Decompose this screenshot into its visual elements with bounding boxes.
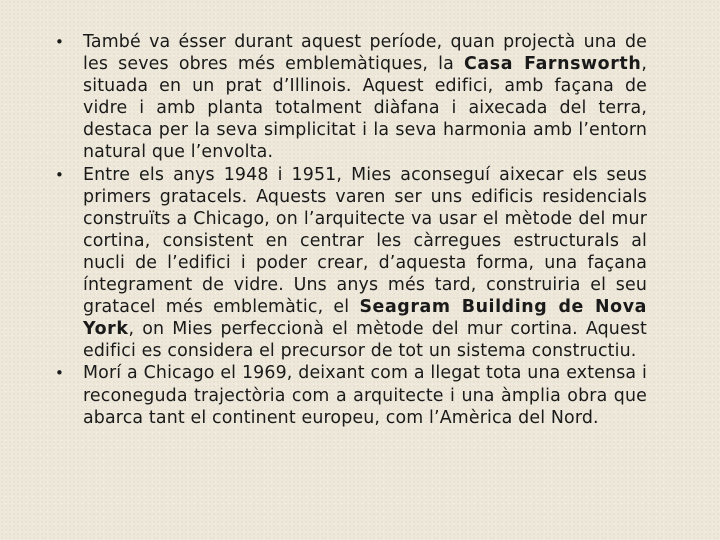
item-text: També va ésser durant aquest període, quan projectà una de les seves obres més emblemàtiques, la — [83, 32, 647, 75]
bullet-icon: • — [55, 364, 64, 383]
list-item — [55, 362, 647, 428]
bullet-icon: • — [55, 165, 64, 184]
bullet-list — [55, 31, 647, 429]
item-text: Morí a Chicago el 1969, deixant com a llegat tota una extensa i reconeguda trajectòria com a arquitecte i una àmplia obra que abarca tant el continent europeu, com l’Amèrica del Nord. — [83, 363, 647, 428]
list-item — [55, 31, 647, 164]
highlight-term: Casa Farnsworth — [464, 54, 642, 75]
item-text-cont: , on Mies perfeccionà el mètode del mur cortina. Aquest edifici es considera el precursor de tot un sistema constructiu. — [83, 319, 647, 362]
item-text: Entre els anys 1948 i 1951, Mies aconseguí aixecar els seus primers gratacels. Aquests varen ser uns edificis residencials construïts a Chicago, on l’arquitecte va usar el mètode del mur cortina, consistent en centrar les càrregues estructurals al nucli de l’edifici i poder crear, d’aquesta forma, una façana íntegrament de vidre. Uns anys més tard, construiria el seu gratacel més emblemàtic, el — [83, 164, 647, 318]
highlight-term: Seagram Building de Nova York — [83, 297, 647, 340]
list-item — [55, 164, 647, 363]
item-text-cont: , situada en un prat d’Illinois. Aquest edifici, amb façana de vidre i amb planta totalment diàfana i aixecada del terra, destaca per la seva simplicitat i la seva harmonia amb l’entorn natural que l’envolta. — [83, 54, 647, 163]
bullet-icon: • — [55, 33, 64, 51]
